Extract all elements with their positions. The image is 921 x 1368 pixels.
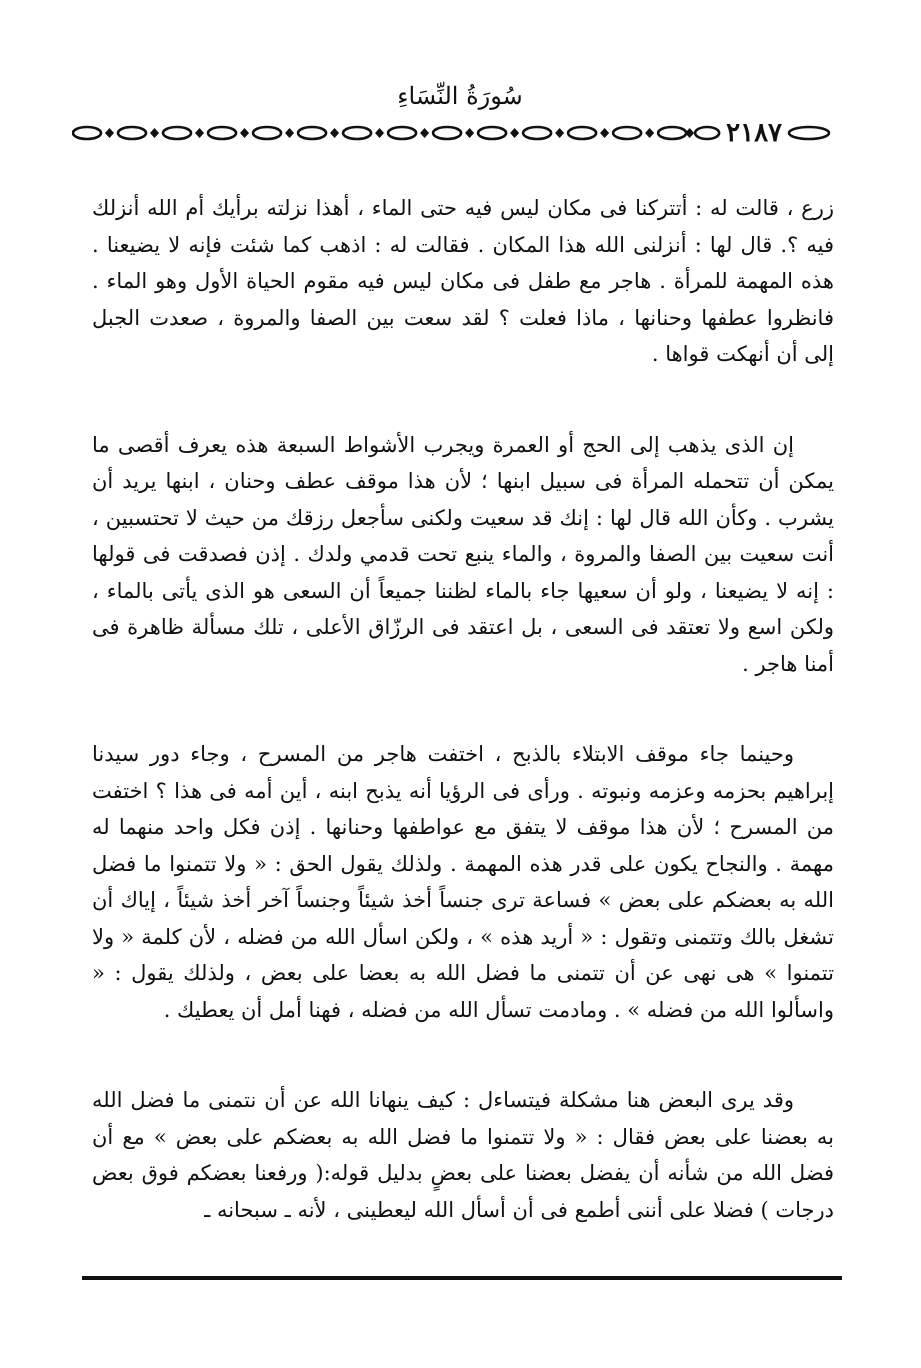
paragraph: وحينما جاء موقف الابتلاء بالذبح ، اختفت هاجر من المسرح ، وجاء دور سيدنا إبراهيم بحزمه وعزمه ونبوته . ورأى فى الرؤيا أنه يذبح ابنه ، أين أمه فى هذا ؟ اختفت من المسرح ؛ لأن هذا موقف لا يتفق مع عواطفها وحنانها . إذن فكل واحد منهما له مهمة . والنجاح يكون على قدر هذه المهمة . ولذلك يقول الحق : « ولا تتمنوا ما فضل الله به بعضكم على بعض » فساعة ترى جنساً أخذ شيئاً وجنساً آخر أخذ شيئاً ، إياك أن تشغل بالك وتتمنى وتقول : « أريد هذه » ، ولكن اسأل الله من فضله ، لأن كلمة « ولا تتمنوا » هى نهى عن أن تتمنى ما فضل الله به بعضا على بعض ، ولذلك يقول : « واسألوا الله من فضله » . ومادمت تسأل الله من فضله ، فهنا أمل أن يعطيك . <box>92 742 834 1022</box>
paragraph: زرع ، قالت له : أتتركنا فى مكان ليس فيه حتى الماء ، أهذا نزلته برأيك أم الله أنزلك فيه ؟. قال لها : أنزلنى الله هذا المكان . فقالت له : اذهب كما شئت فإنه لا يضيعنا . هذه المهمة للمرأة . هاجر مع طفل فى مكان ليس فيه مقوم الحياة الأول وهو الماء . فانظروا عطفها وحنانها ، ماذا فعلت ؟ لقد سعت بين الصفا والمروة ، صعدت الجبل إلى أن أنهكت قواها . <box>92 196 834 366</box>
page-body-text <box>92 190 834 1228</box>
footer-rule <box>82 1276 842 1280</box>
ornamental-border <box>72 118 722 148</box>
ornament-end-cap <box>786 118 832 148</box>
page-number: ٢١٨٧ <box>726 118 782 148</box>
paragraph: وقد يرى البعض هنا مشكلة فيتساءل : كيف ينهانا الله عن أن نتمنى ما فضل الله به بعضنا على بعض فقال : « ولا تتمنوا ما فضل الله به بعضكم على بعض » مع أن فضل الله من شأنه أن يفضل بعضنا على بعضٍ بدليل قوله:( ورفعنا بعضكم فوق بعض درجات ) فضلا على أننى أطمع فى أن أسأل الله ليعطينى ، لأنه ـ سبحانه ـ <box>92 1088 834 1222</box>
paragraph: إن الذى يذهب إلى الحج أو العمرة ويجرب الأشواط السبعة هذه يعرف أقصى ما يمكن أن تتحمله المرأة فى سبيل ابنها ؛ لأن هذا موقف عطف وحنان ، ابنها يريد أن يشرب . وكأن الله قال لها : إنك قد سعيت ولكنى سأجعل رزقك من حيث لا تحتسبين ، أنت سعيت بين الصفا والمروة ، والماء ينبع تحت قدمي ولدك . إذن فصدقت فى قولها : إنه لا يضيعنا ، ولو أن سعيها جاء بالماء لظننا جميعاً أن السعى هو الذى يأتى بالماء ، ولكن اسع ولا تعتقد فى السعى ، بل اعتقد فى الرزّاق الأعلى ، تلك مسألة ظاهرة فى أمنا هاجر . <box>92 432 835 676</box>
surah-running-title: سُورَةُ النِّسَاءِ <box>397 82 523 110</box>
header-ornament-row <box>72 118 832 148</box>
